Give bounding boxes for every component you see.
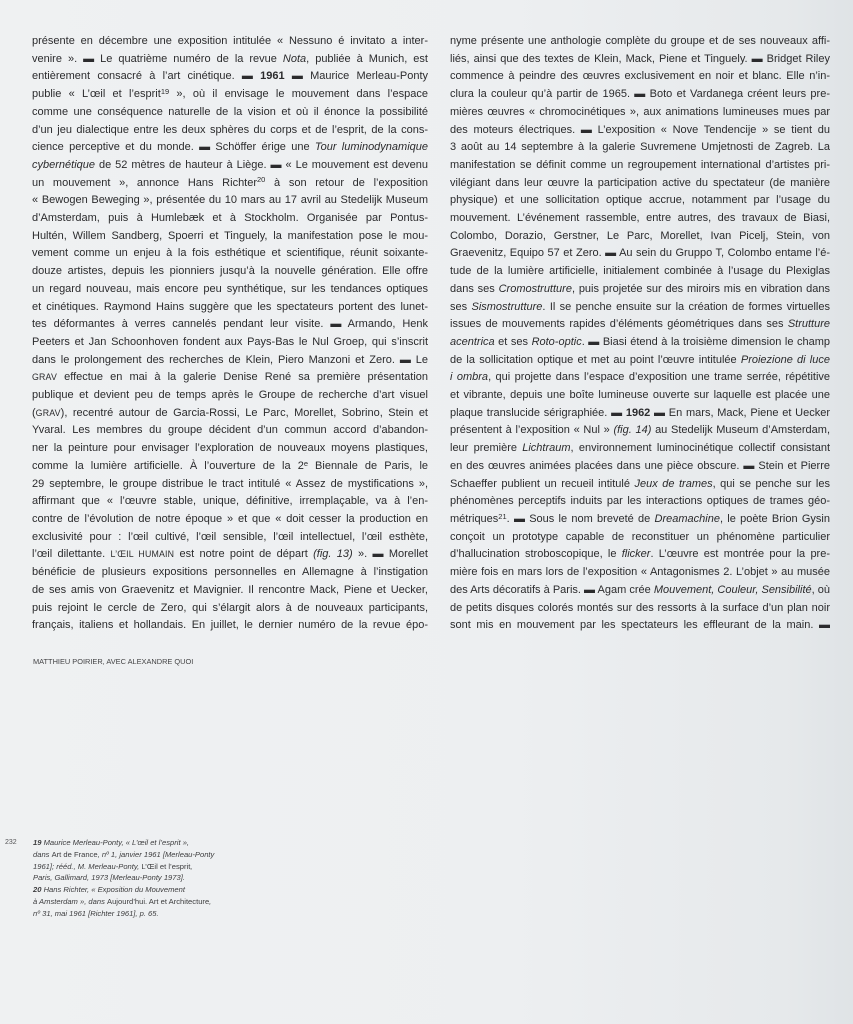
text-line <box>450 458 830 476</box>
text-line <box>450 51 830 69</box>
text-run: affirmant que « l’œuvre stable, unique, définitive, irremplaçable, va à l’en- <box>32 495 428 508</box>
italic-run: Proiezione di luce <box>740 353 830 366</box>
text-line <box>450 617 830 635</box>
text-line <box>450 405 830 423</box>
text-line <box>32 334 428 352</box>
text-run: contre de l’évolution de notre époque » et que « doit cesser la production en <box>32 512 428 525</box>
text-line <box>32 405 428 423</box>
text-line <box>32 175 428 193</box>
footnote-line <box>33 837 293 849</box>
small-caps-run: GRAV <box>32 372 57 383</box>
text-line <box>450 511 830 529</box>
text-run: Biennale de Paris, le <box>307 459 428 472</box>
text-line <box>450 281 830 299</box>
text-run: leur première <box>450 442 523 455</box>
text-run: 3 août au 14 septembre à la galerie Suvremene Umjetnosti de Zagreb. La <box>450 141 830 154</box>
text-line <box>32 228 428 246</box>
text-run: ), recentré autour de Garcia-Rossi, Le Parc, Morellet, Sobrino, Stein et <box>60 406 428 419</box>
text-line <box>32 263 428 281</box>
text-line <box>32 316 428 334</box>
text-run: mouvement. L’événement rassemble, entre autres, des travaux de Biasi, <box>450 212 830 225</box>
text-run: Graevenitz, Equipo 57 et Zero. ▬ Au sein du Gruppo T, Colombo entame l’é- <box>450 247 830 260</box>
text-line <box>32 299 428 317</box>
text-run: des Arts décoratifs à Paris. ▬ Agam crée <box>450 583 654 596</box>
text-run: », où il envisage le mouvement dans l’espace <box>169 88 428 101</box>
superscript: e <box>303 458 308 468</box>
text-run: ▬ En mars, Mack, Piene et Uecker <box>650 406 830 419</box>
text-run: de petits disques colorés montés sur des ressorts à la surface d’un plan noir <box>450 601 830 614</box>
text-run: Paris, Gallimard, 1973 [Merleau-Ponty 1973]. <box>33 873 185 883</box>
text-run: ses <box>450 300 472 313</box>
text-run: Maurice Merleau-Ponty, « L’œil et l’esprit », <box>41 838 190 847</box>
superscript: 20 <box>257 175 266 185</box>
text-run: , qui projette dans l’espace d’exposition une trame serrée, répétitive <box>488 371 830 384</box>
text-line <box>32 51 428 69</box>
text-line <box>32 476 428 494</box>
text-line <box>32 122 428 140</box>
text-run: et vibrante, depuis une boîte lumineuse ouverte sur laquelle est placée une <box>450 389 830 402</box>
text-line <box>32 600 428 618</box>
text-line <box>450 245 830 263</box>
text-line <box>450 334 830 352</box>
text-run: nyme présente une anthologie complète du groupe et de ses nouveaux affi- <box>450 35 830 47</box>
text-run: 1961]; rééd., M. Merleau-Ponty, <box>33 861 142 871</box>
text-line <box>450 68 830 86</box>
italic-run: Nota <box>282 52 307 65</box>
text-run: commence à peindre des œuvres exclusivement en noir et blanc. Elle n’in- <box>450 70 830 83</box>
text-run: , <box>209 896 212 906</box>
byline-authors: MATTHIEU POIRIER, AVEC ALEXANDRE QUOI <box>33 657 194 666</box>
italic-run: Tour luminodynamique <box>314 141 428 154</box>
text-line <box>32 192 428 210</box>
text-line <box>450 529 830 547</box>
text-run: ner la peinture pour envisager l’exploration de nouveaux moyens plastiques, <box>32 442 428 455</box>
text-run: Hans Richter, « Exposition du Mouvement <box>41 885 185 895</box>
text-run: à Amsterdam », dans <box>33 896 108 906</box>
text-run: , puis projetée sur des miroirs mis en vibration dans <box>571 282 830 295</box>
text-line <box>450 175 830 193</box>
bold-run: 1961 <box>260 70 285 83</box>
text-run: Colombo, Dorazio, Gerstner, Le Parc, Morellet, Ivan Picelj, Stein, von <box>450 229 830 242</box>
text-line <box>450 493 830 511</box>
text-run: Schaeffer publient un recueil intitulé <box>450 477 635 490</box>
text-line <box>450 210 830 228</box>
italic-run: Sismostrutture <box>471 300 543 313</box>
footnote-line <box>33 849 293 861</box>
text-run: publique et devient peu de temps après le Groupe de recherche d’art visuel <box>32 389 428 402</box>
text-run: physique) et une sollicitation optique accrue, notamment par l’usage du <box>450 194 830 207</box>
text-line <box>450 600 830 618</box>
italic-run: Cromostrutture <box>498 282 572 295</box>
text-run: issues de mouvements rapides d’éléments géométriques dans ses <box>450 318 788 331</box>
text-run: comme la lumière artificielle. À l’ouverture de la 2 <box>32 459 304 472</box>
text-run: d’hallucination stroboscopique, le <box>450 548 622 561</box>
text-line <box>450 192 830 210</box>
small-caps-run: GRAV <box>35 407 61 418</box>
text-run: Peeters et Jan Schoonhoven fondent aux Pays-Bas le Nul Groep, qui s’inscrit <box>32 335 428 348</box>
roman-run: Art de France <box>51 849 98 859</box>
superscript: 19 <box>160 86 170 96</box>
text-run: est notre point de départ <box>174 548 314 561</box>
small-caps-run: L’ŒIL HUMAIN <box>110 549 175 560</box>
text-line <box>450 263 830 281</box>
text-run: , où <box>811 583 830 596</box>
text-line <box>450 228 830 246</box>
italic-run: (fig. 14) <box>613 424 652 437</box>
text-run: ( <box>32 406 36 419</box>
text-line <box>32 422 428 440</box>
text-run: vement comme un enjeu à la fois esthétique et scientifique, réunit soixante- <box>32 247 428 260</box>
italic-run: Jeux de trames <box>634 477 713 490</box>
text-run: , <box>190 861 193 871</box>
text-line <box>450 369 830 387</box>
page-number: 232 <box>5 839 17 846</box>
text-run: ▬ Maurice Merleau-Ponty <box>284 70 428 83</box>
text-run: métriques <box>450 512 499 525</box>
text-run: et ses <box>494 335 532 348</box>
text-line <box>32 139 428 157</box>
text-column-left <box>32 33 428 635</box>
text-run: de ses amis von Graevenitz et Mavignier. Il rencontre Mack, Piene et Uecker, <box>32 583 428 596</box>
text-line <box>450 33 830 51</box>
italic-run: Strutture <box>787 318 830 331</box>
text-line <box>450 422 830 440</box>
text-run: des moteurs électriques. ▬ L’exposition « Nove Tendencije » se tient du <box>450 123 830 136</box>
bold-run: 19 <box>33 838 42 847</box>
text-run: . ▬ Sous le nom breveté de <box>506 512 655 525</box>
text-line <box>32 493 428 511</box>
text-run: publie « L’œil et l’esprit <box>32 88 161 101</box>
text-line <box>32 245 428 263</box>
text-line <box>450 157 830 175</box>
text-line <box>32 440 428 458</box>
text-run: manifestation se définit comme un regroupement international d’artistes pri- <box>450 158 830 171</box>
text-run: , qui se penche sur les <box>712 477 830 490</box>
text-run: conçoit un prototype capable de reconstituer un phénomène particulier <box>450 530 830 543</box>
text-line <box>450 316 830 334</box>
text-line <box>32 86 428 104</box>
text-line <box>32 352 428 370</box>
text-line <box>32 529 428 547</box>
text-line <box>450 476 830 494</box>
text-line <box>32 68 428 86</box>
text-run: comme une conséquence naturelle de la vision et où il énonce la possibilité <box>32 105 428 118</box>
text-run: plaque translucide sérigraphiée. ▬ <box>450 406 626 419</box>
italic-run: (fig. 13) <box>313 548 353 561</box>
text-run: dans le prolongement des recherches de Klein, Piero Manzoni et Zero. ▬ Le <box>32 353 428 366</box>
text-run: de 52 mètres de hauteur à Liège. ▬ « Le mouvement est devenu <box>95 158 428 171</box>
text-run: en des œuvres animées placées dans une pièce obscure. ▬ Stein et Pierre <box>450 459 830 472</box>
text-run: Hultén, Willem Sandberg, Spoerri et Tinguely, la manifestation pose le mou- <box>32 229 428 242</box>
italic-run: Lichtraum <box>522 442 571 455</box>
italic-run: flicker <box>621 548 651 561</box>
text-run: . ▬ Biasi étend à la troisième dimension le champ <box>581 335 831 348</box>
text-line <box>32 546 428 564</box>
text-line <box>32 582 428 600</box>
italic-run: cybernétique <box>32 158 95 171</box>
text-line <box>450 299 830 317</box>
text-line <box>450 86 830 104</box>
text-line <box>450 564 830 582</box>
text-run: présente en décembre une exposition intitulée « Nessuno é invitato a inter- <box>32 35 428 47</box>
bold-run: 1962 <box>625 406 651 419</box>
text-run: et cinétiques. Raymond Hains suggère que les spectateurs portent des lunet- <box>32 300 428 313</box>
text-run: douze artistes, depuis les pionniers jusqu’à la nouvelle génération. Elle offre <box>32 265 428 278</box>
text-run: entièrement consacré à l’art cinétique. ▬ <box>32 70 261 83</box>
superscript: 21 <box>498 511 507 521</box>
text-run: bénéficie de plusieurs expositions personnelles en Allemagne à l’instigation <box>32 566 428 579</box>
text-line <box>450 440 830 458</box>
text-run: , environnement luminocinétique collectif consistant <box>570 442 830 455</box>
text-run: l’œil dilettante. <box>32 548 111 561</box>
text-line <box>32 387 428 405</box>
text-run: d’un jeu dialectique entre les deux sphères du corps et de l’esprit, de la cons- <box>32 123 428 136</box>
text-run: puis rejoint le cercle de Zero, qui s’élargit alors à de nouveaux participants, <box>32 601 428 614</box>
text-run: Yvaral. Les membres du groupe décident d’un commun accord d’abandon- <box>32 424 428 437</box>
text-run: liés, ainsi que des textes de Klein, Mack, Piene et Tinguely. ▬ Bridget Riley <box>450 52 830 65</box>
footnote-line <box>33 896 293 908</box>
italic-run: Roto-optic <box>531 335 582 348</box>
text-line <box>450 387 830 405</box>
roman-run: L’Œil et l’esprit <box>141 861 191 871</box>
text-run: nº 31, mai 1961 [Richter 1961], p. 65. <box>33 908 159 918</box>
text-run: sont mis en mouvement par les spectateurs les effleurant de la main. ▬ <box>450 619 830 632</box>
text-run: exclusivité pour : l’œil cultivé, l’œil sensible, l’œil intellectuel, l’œil esthète, <box>32 530 428 543</box>
text-run: tude de la lumière artificielle, initialement combinée à l’usage du Plexiglas <box>450 265 830 278</box>
text-run: , nº 1, janvier 1961 [Merleau-Ponty <box>97 849 215 859</box>
text-run: présentent à l’exposition « Nul » <box>450 424 614 437</box>
text-run: dans <box>33 849 52 859</box>
text-line <box>32 458 428 476</box>
text-line <box>32 564 428 582</box>
text-line <box>32 104 428 122</box>
text-line <box>32 157 428 175</box>
text-run: . Il se penche ensuite sur la création de formes virtuelles <box>542 300 830 313</box>
text-run: . L’œuvre est montrée pour la pre- <box>650 548 831 561</box>
text-line <box>32 617 428 635</box>
text-run: d’Amsterdam, puis à Humlebæk et à Stockholm. Organisée par Pontus- <box>32 212 428 225</box>
text-run: français, italiens et hollandais. En juillet, le dernier numéro de la revue épo- <box>32 619 428 632</box>
text-run: ». ▬ Morellet <box>352 548 428 561</box>
text-run: un regard nouveau, mais encore peu synthétique, sur les tendances optiques <box>32 282 428 295</box>
text-line <box>450 122 830 140</box>
italic-run: i ombra <box>450 371 489 384</box>
text-run: , le poète Brion Gysin <box>719 512 830 525</box>
roman-run: Aujourd’hui. Art et Architecture <box>107 896 210 906</box>
italic-run: Dreamachine <box>654 512 720 525</box>
text-run: phénomènes perceptifs induits par les interactions optiques de trames géo- <box>450 495 830 508</box>
footnote-line <box>33 861 293 873</box>
text-run: au Stedelijk Museum d’Amsterdam, <box>651 424 830 437</box>
italic-run: Mouvement, Couleur, Sensibilité <box>653 583 812 596</box>
text-line <box>450 139 830 157</box>
footnote-line <box>33 908 293 920</box>
text-line <box>450 104 830 122</box>
text-line <box>450 352 830 370</box>
text-run: , publiée à Munich, est <box>306 52 428 65</box>
text-run: dans ses <box>450 282 499 295</box>
footnote-line <box>33 872 293 884</box>
text-run: effectue en mai à la galerie Denise René sa première présentation <box>56 371 428 384</box>
text-run: 29 septembre, le groupe distribue le tract intitulé « Assez de mystifications », <box>32 477 428 490</box>
text-line <box>450 582 830 600</box>
text-run: tes déformantes à verres cannelés pendant leur visite. ▬ Armando, Henk <box>32 318 428 331</box>
text-line <box>32 33 428 51</box>
text-run: à son retour de l’exposition <box>265 176 429 189</box>
text-line <box>32 281 428 299</box>
text-line <box>32 210 428 228</box>
text-run: vilégiant dans leur œuvre la participation active du spectateur (de manière <box>450 176 830 189</box>
bold-run: 20 <box>33 885 42 895</box>
text-column-right <box>450 33 830 635</box>
text-line <box>32 511 428 529</box>
italic-run: acentrica <box>450 335 495 348</box>
footnote-line <box>33 884 293 896</box>
text-line <box>32 369 428 387</box>
footnotes <box>33 837 293 920</box>
text-run: mière fois en mars lors de l’exposition « Antagonismes 2. L’objet » au musée <box>450 566 830 579</box>
text-run: un mouvement », annonce Hans Richter <box>32 176 258 189</box>
text-run: venire ». ▬ Le quatrième numéro de la revue <box>32 52 283 65</box>
text-run: cience perceptive et du monde. ▬ Schöffer érige une <box>32 141 315 154</box>
text-run: « Bewogen Beweging », présentée du 10 mars au 17 avril au Stedelijk Museum <box>32 194 428 207</box>
text-run: mières œuvres « chromocinétiques », aux animations lumineuses mues par <box>450 105 830 118</box>
text-line <box>450 546 830 564</box>
text-run: clura la couleur qu’à partir de 1965. ▬ Boto et Vardanega créent leurs pre- <box>450 88 830 101</box>
text-run: de la sollicitation optique et met au point l’œuvre intitulée <box>450 353 741 366</box>
